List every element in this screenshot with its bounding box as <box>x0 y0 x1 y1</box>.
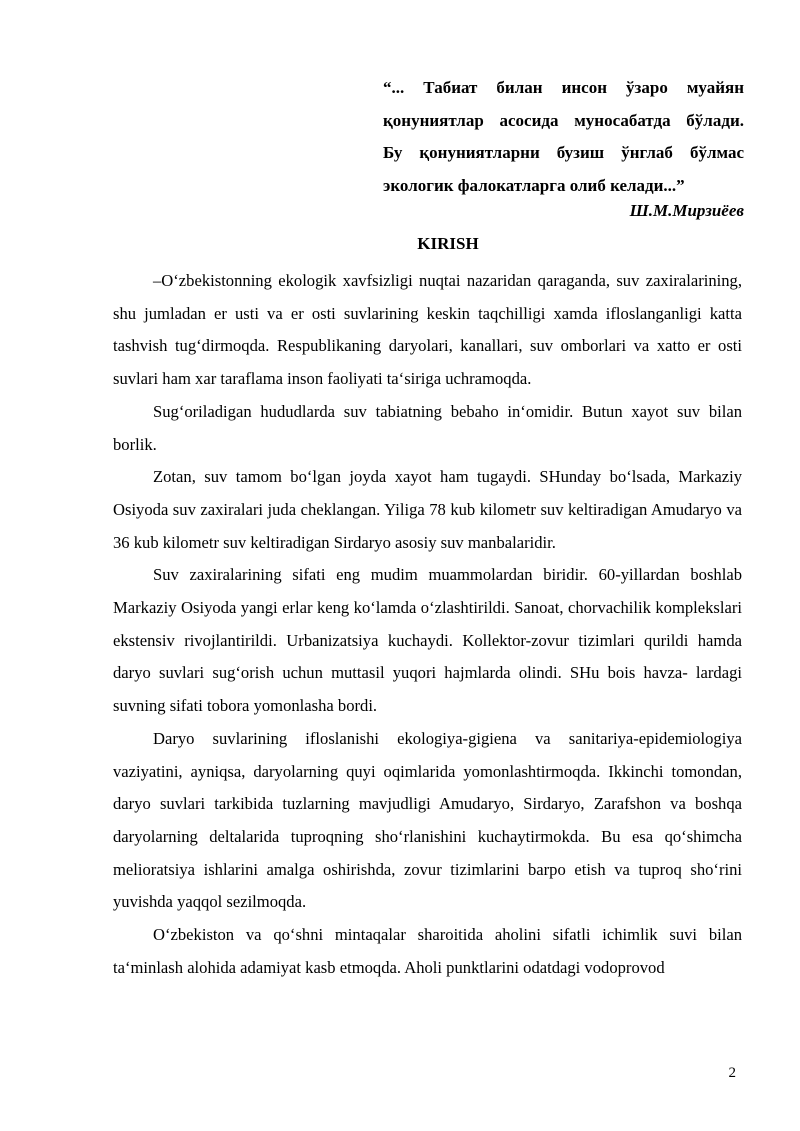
epigraph-line: экологик фалокатларга олиб келади...” <box>383 175 685 195</box>
section-heading: KIRISH <box>417 234 479 253</box>
page-number: 2 <box>728 1065 736 1081</box>
paragraph: Suv zaxiralarining sifati eng mudim muammolardan biridir. 60-yillardan boshlab Markaziy Osiyoda yangi erlar keng ko‘lamda o‘zlashtirildi. Sanoat, chorvachilik komplekslari ekstensiv rivojlantirildi. Urbanizatsiya kuchaydi. Kollektor-zovur tizimlari qurildi hamda daryo suvlari sug‘orish uchun muttasil yuqori hajmlarda olindi. SHu bois havza- lardagi suvning sifati tobora yomonlasha bordi. <box>113 565 742 716</box>
paragraph: O‘zbekiston va qo‘shni mintaqalar sharoitida aholini sifatli ichimlik suvi bilan ta‘minlash alohida adamiyat kasb etmoqda. Aholi punktlarini odatdagi vodoprovod <box>113 925 742 977</box>
epigraph-author: Ш.М.Мирзиёев <box>629 201 744 220</box>
paragraph: –O‘zbekistonning ekologik xavfsizligi nuqtai nazaridan qaraganda, suv zaxiralarining, shu jumladan er usti va er osti suvlarining keskin taqchilligi xamda ifloslanganligi katta tashvish tug‘dirmoqda. Respublikaning daryolari, kanallari, suv omborlari va xatto er osti suvlari ham xar taraflama inson faoliyati ta‘siriga uchramoqda. <box>113 271 742 389</box>
epigraph-line: қонуниятлар асосида муносабатда бўлади. <box>383 110 744 130</box>
epigraph-line: Бу қонуниятларни бузиш ўнглаб бўлмас <box>383 143 744 162</box>
epigraph-line: “... Табиат билан инсон ўзаро муайян <box>383 78 744 97</box>
paragraph: Sug‘oriladigan hududlarda suv tabiatning bebaho in‘omidir. Butun xayot suv bilan borlik. <box>113 401 742 454</box>
paragraph: Zotan, suv tamom bo‘lgan joyda xayot ham tugaydi. SHunday bo‘lsada, Markaziy Osiyoda suv zaxiralari juda cheklangan. Yiliga 78 kub kilometr suv keltiradigan Amudaryo va 36 kub kilometr suv keltiradigan Sirdaryo asosiy suv manbalaridir. <box>113 467 742 552</box>
paragraph: Daryo suvlarining ifloslanishi ekologiya-gigiena va sanitariya-epidemiologiya vaziyatini, ayniqsa, daryolarning quyi oqimlarida yomonlashtirmoqda. Ikkinchi tomondan, daryo suvlari tarkibida tuzlarning mavjudligi Amudaryo, Sirdaryo, Zarafshon va boshqa daryolarning deltalarida tuproqning sho‘rlanishini kuchaytirmokda. Bu esa qo‘shimcha melioratsiya ishlarini amalga oshirishda, zovur tizimlarini barpo etish va tuproq sho‘rini yuvishda yaqqol sezilmoqda. <box>113 728 742 912</box>
body-text <box>113 265 742 984</box>
epigraph-quote <box>383 72 744 202</box>
